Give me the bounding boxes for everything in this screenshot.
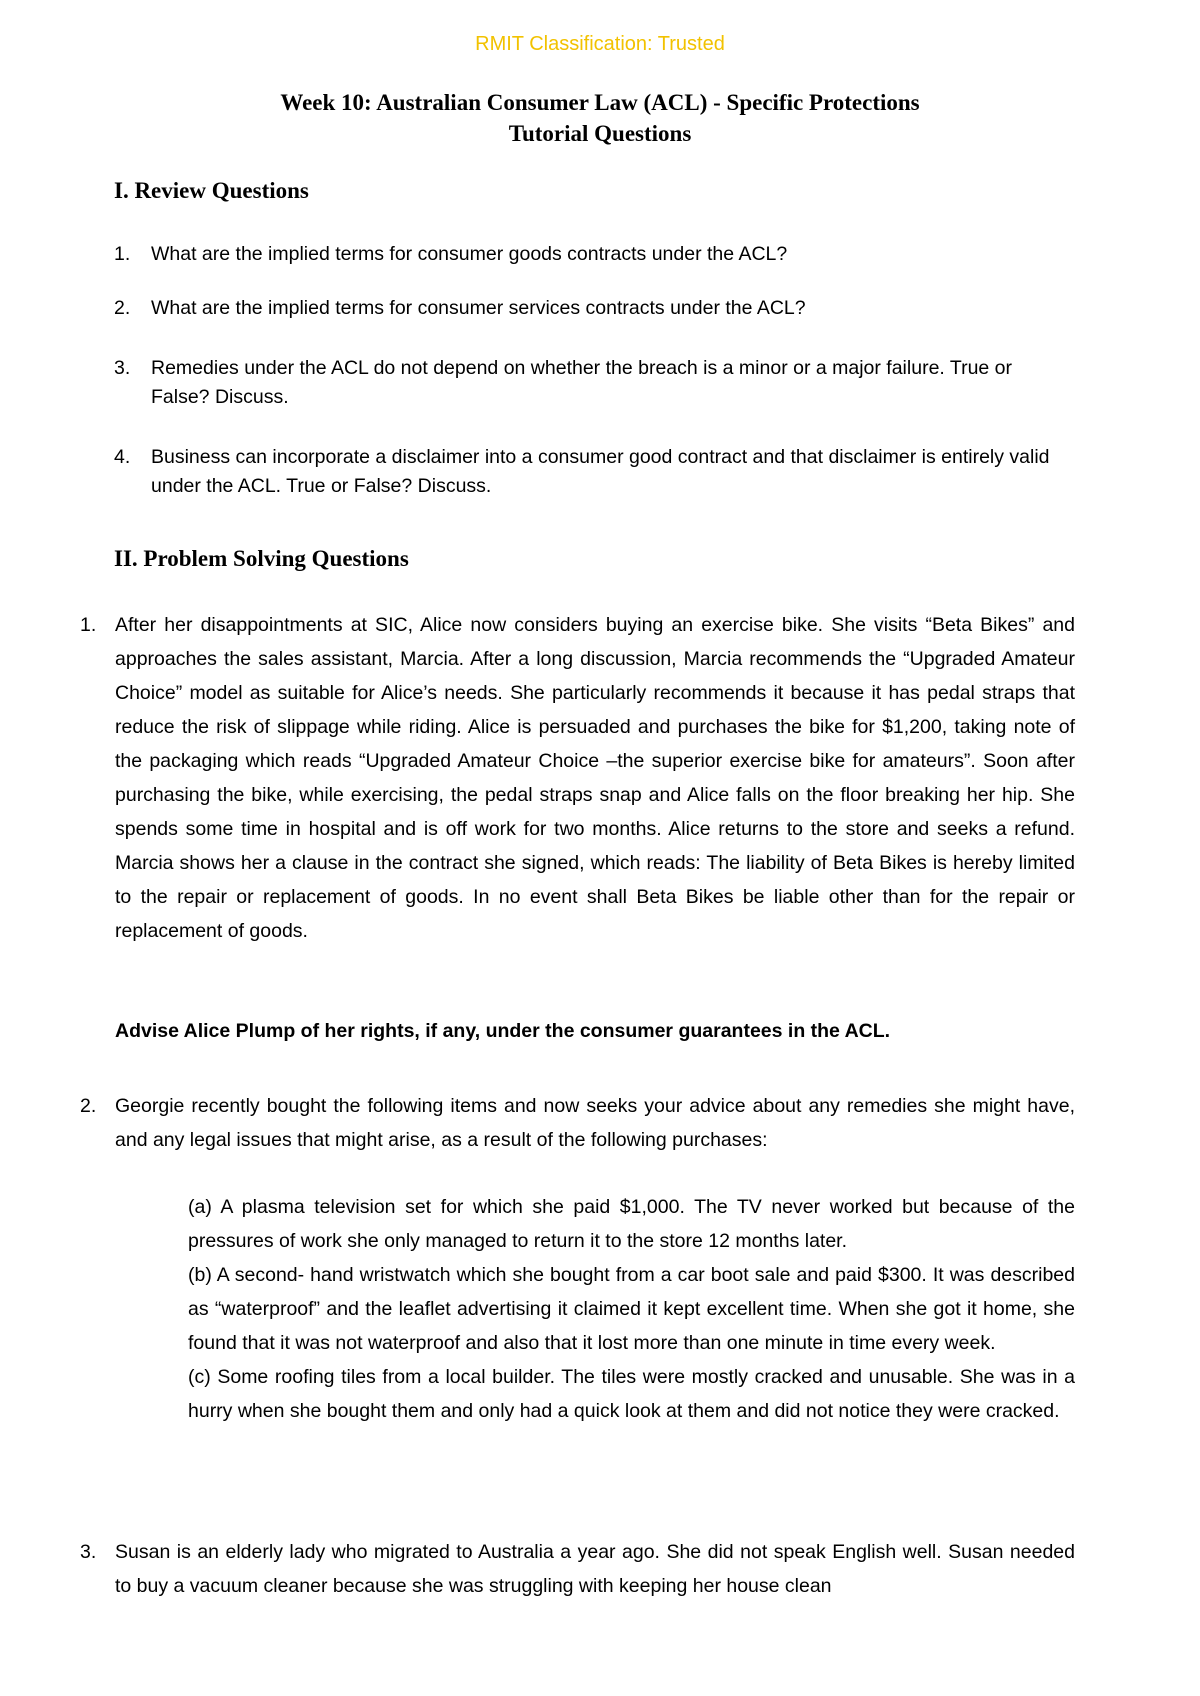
review-question-text: What are the implied terms for consumer services contracts under the ACL?	[151, 297, 806, 319]
problem-sub-item: (b) A second- hand wristwatch which she bought from a car boot sale and paid $300. It was described as “waterproof” and the leaflet advertising it claimed it kept excellent time. When she got it home, she found that it was not waterproof and also that it lost more than one minute in time every week.	[188, 1264, 1075, 1354]
review-question-number: 3.	[114, 357, 131, 379]
problem-question-text: After her disappointments at SIC, Alice now considers buying an exercise bike. She visits “Beta Bikes” and approaches the sales assistant, Marcia. After a long discussion, Marcia recommends the “Upgraded Amateur Choice” model as suitable for Alice’s needs. She particularly recommends it because it has pedal straps that reduce the risk of slippage while riding. Alice is persuaded and purchases the bike for $1,200, taking note of the packaging which reads “Upgraded Amateur Choice –the superior exercise bike for amateurs”. Soon after purchasing the bike, while exercising, the pedal straps snap and Alice falls on the floor breaking her hip. She spends some time in hospital and is off work for two months. Alice returns to the store and seeks a refund. Marcia shows her a clause in the contract she signed, which reads: The liability of Beta Bikes is hereby limited to the repair or replacement of goods. In no event shall Beta Bikes be liable other than for the repair or replacement of goods.	[115, 614, 1075, 942]
review-question-number: 1.	[114, 243, 131, 265]
classification-label: RMIT Classification: Trusted	[475, 33, 725, 55]
review-questions-heading: I. Review Questions	[114, 178, 309, 203]
problem-question-number: 2.	[80, 1095, 97, 1117]
review-question-number: 2.	[114, 297, 131, 319]
title-line-2: Tutorial Questions	[508, 121, 692, 146]
problem-sub-item: (a) A plasma television set for which she paid $1,000. The TV never worked but because of the pressures of work she only managed to return it to the store 12 months later.	[188, 1196, 1075, 1252]
problem-sub-items	[188, 1190, 1075, 1428]
problem-question-text: Susan is an elderly lady who migrated to Australia a year ago. She did not speak English well. Susan needed to buy a vacuum cleaner because she was struggling with keeping her house clean	[115, 1541, 1075, 1597]
problem-question-number: 3.	[80, 1541, 97, 1563]
problem-sub-item: (c) Some roofing tiles from a local builder. The tiles were mostly cracked and unusable. She was in a hurry when she bought them and only had a quick look at them and did not notice they were cracked.	[188, 1366, 1075, 1422]
review-question-number: 4.	[114, 446, 131, 468]
problem-solving-heading: II. Problem Solving Questions	[114, 546, 409, 571]
title-line-1: Week 10: Australian Consumer Law (ACL) - Specific Protections	[280, 90, 920, 115]
review-question-text: Business can incorporate a disclaimer into a consumer good contract and that disclaimer is entirely valid under the ACL. True or False? Discuss.	[151, 446, 1050, 497]
problem-question-text: Georgie recently bought the following items and now seeks your advice about any remedies she might have, and any legal issues that might arise, as a result of the following purchases:	[115, 1095, 1075, 1151]
review-question-text: What are the implied terms for consumer goods contracts under the ACL?	[151, 243, 788, 265]
problem-question-number: 1.	[80, 614, 97, 636]
document-title	[0, 87, 1200, 149]
problem-advise-prompt: Advise Alice Plump of her rights, if any, under the consumer guarantees in the ACL.	[115, 1020, 891, 1042]
review-question-text: Remedies under the ACL do not depend on whether the breach is a minor or a major failure. True or False? Discuss.	[151, 357, 1013, 408]
